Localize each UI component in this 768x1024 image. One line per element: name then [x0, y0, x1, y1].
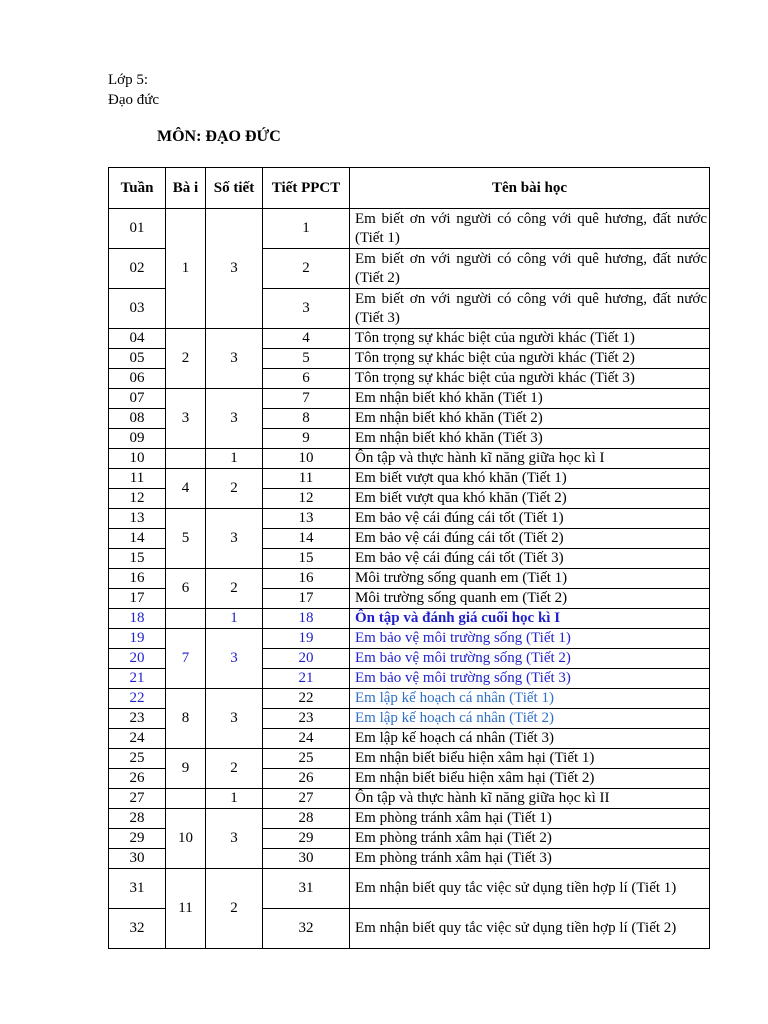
ppct-cell: 16 — [263, 569, 350, 589]
week-cell: 13 — [109, 509, 166, 529]
lesson-cell: 5 — [166, 509, 206, 569]
table-row — [109, 609, 710, 629]
periods-cell: 3 — [206, 209, 263, 329]
week-cell: 32 — [109, 909, 166, 949]
periods-cell: 3 — [206, 629, 263, 689]
week-cell: 16 — [109, 569, 166, 589]
lesson-name-cell: Em biết vượt qua khó khăn (Tiết 1) — [350, 469, 710, 489]
table-row — [109, 809, 710, 829]
lesson-name-cell: Em phòng tránh xâm hại (Tiết 2) — [350, 829, 710, 849]
ppct-cell: 3 — [263, 289, 350, 329]
lesson-name-cell: Em bảo vệ môi trường sống (Tiết 3) — [350, 669, 710, 689]
periods-cell: 2 — [206, 869, 263, 949]
table-row — [109, 389, 710, 409]
lesson-cell: 7 — [166, 629, 206, 689]
week-cell: 15 — [109, 549, 166, 569]
header-periods: Số tiết — [206, 168, 263, 209]
periods-cell: 3 — [206, 329, 263, 389]
week-cell: 09 — [109, 429, 166, 449]
lesson-name-cell: Em lập kế hoạch cá nhân (Tiết 3) — [350, 729, 710, 749]
ppct-cell: 19 — [263, 629, 350, 649]
ppct-cell: 28 — [263, 809, 350, 829]
ppct-cell: 32 — [263, 909, 350, 949]
week-cell: 08 — [109, 409, 166, 429]
header-lesson-name: Tên bài học — [350, 168, 710, 209]
ppct-cell: 17 — [263, 589, 350, 609]
subject-label: Đạo đức — [108, 92, 160, 108]
lesson-name-cell: Môi trường sống quanh em (Tiết 1) — [350, 569, 710, 589]
lesson-name-cell: Em lập kế hoạch cá nhân (Tiết 2) — [350, 709, 710, 729]
ppct-cell: 14 — [263, 529, 350, 549]
table-row — [109, 569, 710, 589]
ppct-cell: 20 — [263, 649, 350, 669]
lesson-name-cell: Em bảo vệ cái đúng cái tốt (Tiết 1) — [350, 509, 710, 529]
week-cell: 26 — [109, 769, 166, 789]
week-cell: 25 — [109, 749, 166, 769]
ppct-cell: 29 — [263, 829, 350, 849]
week-cell: 18 — [109, 609, 166, 629]
week-cell: 19 — [109, 629, 166, 649]
lesson-name-cell: Em biết ơn với người có công với quê hương, đất nước (Tiết 1) — [350, 209, 710, 249]
lesson-name-cell: Ôn tập và thực hành kĩ năng giữa học kì II — [350, 789, 710, 809]
ppct-cell: 6 — [263, 369, 350, 389]
week-cell: 05 — [109, 349, 166, 369]
periods-cell: 2 — [206, 569, 263, 609]
lesson-name-cell: Em lập kế hoạch cá nhân (Tiết 1) — [350, 689, 710, 709]
lesson-name-cell: Tôn trọng sự khác biệt của người khác (Tiết 1) — [350, 329, 710, 349]
week-cell: 01 — [109, 209, 166, 249]
week-cell: 12 — [109, 489, 166, 509]
table-row — [109, 789, 710, 809]
table-header-row — [109, 168, 710, 209]
lesson-name-cell: Tôn trọng sự khác biệt của người khác (Tiết 2) — [350, 349, 710, 369]
periods-cell: 3 — [206, 389, 263, 449]
ppct-cell: 15 — [263, 549, 350, 569]
lesson-cell: 1 — [166, 209, 206, 329]
ppct-cell: 7 — [263, 389, 350, 409]
lesson-name-cell: Em nhận biết biểu hiện xâm hại (Tiết 1) — [350, 749, 710, 769]
table-row — [109, 689, 710, 709]
lesson-name-cell: Ôn tập và thực hành kĩ năng giữa học kì I — [350, 449, 710, 469]
lesson-cell: 3 — [166, 389, 206, 449]
ppct-cell: 23 — [263, 709, 350, 729]
lesson-cell — [166, 449, 206, 469]
table-row — [109, 869, 710, 909]
lesson-cell: 10 — [166, 809, 206, 869]
table-row — [109, 509, 710, 529]
lesson-name-cell: Em biết ơn với người có công với quê hương, đất nước (Tiết 3) — [350, 289, 710, 329]
ppct-cell: 8 — [263, 409, 350, 429]
lesson-cell: 11 — [166, 869, 206, 949]
lesson-cell: 9 — [166, 749, 206, 789]
periods-cell: 3 — [206, 809, 263, 869]
week-cell: 27 — [109, 789, 166, 809]
periods-cell: 1 — [206, 609, 263, 629]
ppct-cell: 5 — [263, 349, 350, 369]
periods-cell: 3 — [206, 509, 263, 569]
week-cell: 03 — [109, 289, 166, 329]
ppct-cell: 30 — [263, 849, 350, 869]
header-week: Tuần — [109, 168, 166, 209]
table-row — [109, 749, 710, 769]
periods-cell: 1 — [206, 449, 263, 469]
periods-cell: 3 — [206, 689, 263, 749]
ppct-cell: 9 — [263, 429, 350, 449]
lesson-name-cell: Em phòng tránh xâm hại (Tiết 3) — [350, 849, 710, 869]
week-cell: 22 — [109, 689, 166, 709]
ppct-cell: 22 — [263, 689, 350, 709]
lesson-cell — [166, 609, 206, 629]
week-cell: 04 — [109, 329, 166, 349]
lesson-name-cell: Em nhận biết khó khăn (Tiết 2) — [350, 409, 710, 429]
lesson-name-cell: Ôn tập và đánh giá cuối học kì I — [350, 609, 710, 629]
week-cell: 06 — [109, 369, 166, 389]
ppct-cell: 21 — [263, 669, 350, 689]
week-cell: 31 — [109, 869, 166, 909]
lesson-cell: 2 — [166, 329, 206, 389]
ppct-cell: 18 — [263, 609, 350, 629]
ppct-cell: 26 — [263, 769, 350, 789]
week-cell: 17 — [109, 589, 166, 609]
table-row — [109, 469, 710, 489]
week-cell: 29 — [109, 829, 166, 849]
header-ppct: Tiết PPCT — [263, 168, 350, 209]
lesson-name-cell: Em biết ơn với người có công với quê hương, đất nước (Tiết 2) — [350, 249, 710, 289]
periods-cell: 2 — [206, 749, 263, 789]
ppct-cell: 1 — [263, 209, 350, 249]
lesson-name-cell: Em nhận biết quy tắc việc sử dụng tiền hợp lí (Tiết 2) — [350, 909, 710, 949]
lesson-name-cell: Em bảo vệ cái đúng cái tốt (Tiết 3) — [350, 549, 710, 569]
week-cell: 30 — [109, 849, 166, 869]
week-cell: 14 — [109, 529, 166, 549]
week-cell: 24 — [109, 729, 166, 749]
periods-cell: 1 — [206, 789, 263, 809]
lesson-cell: 8 — [166, 689, 206, 749]
table-row — [109, 209, 710, 249]
lesson-name-cell: Em nhận biết quy tắc việc sử dụng tiền hợp lí (Tiết 1) — [350, 869, 710, 909]
lesson-cell: 6 — [166, 569, 206, 609]
ppct-cell: 2 — [263, 249, 350, 289]
lesson-name-cell: Môi trường sống quanh em (Tiết 2) — [350, 589, 710, 609]
week-cell: 20 — [109, 649, 166, 669]
ppct-cell: 24 — [263, 729, 350, 749]
week-cell: 11 — [109, 469, 166, 489]
ppct-cell: 25 — [263, 749, 350, 769]
lesson-cell: 4 — [166, 469, 206, 509]
lesson-name-cell: Em nhận biết khó khăn (Tiết 1) — [350, 389, 710, 409]
header-lesson: Bà i — [166, 168, 206, 209]
lesson-name-cell: Em bảo vệ môi trường sống (Tiết 1) — [350, 629, 710, 649]
table-row — [109, 449, 710, 469]
week-cell: 07 — [109, 389, 166, 409]
ppct-cell: 13 — [263, 509, 350, 529]
page-title: MÔN: ĐẠO ĐỨC — [157, 128, 281, 145]
week-cell: 23 — [109, 709, 166, 729]
lesson-plan-table — [108, 167, 710, 949]
table-row — [109, 629, 710, 649]
periods-cell: 2 — [206, 469, 263, 509]
lesson-name-cell: Em nhận biết biểu hiện xâm hại (Tiết 2) — [350, 769, 710, 789]
ppct-cell: 27 — [263, 789, 350, 809]
lesson-name-cell: Em phòng tránh xâm hại (Tiết 1) — [350, 809, 710, 829]
ppct-cell: 31 — [263, 869, 350, 909]
ppct-cell: 11 — [263, 469, 350, 489]
ppct-cell: 10 — [263, 449, 350, 469]
week-cell: 02 — [109, 249, 166, 289]
table-row — [109, 329, 710, 349]
ppct-cell: 12 — [263, 489, 350, 509]
lesson-name-cell: Em bảo vệ cái đúng cái tốt (Tiết 2) — [350, 529, 710, 549]
week-cell: 21 — [109, 669, 166, 689]
lesson-name-cell: Tôn trọng sự khác biệt của người khác (Tiết 3) — [350, 369, 710, 389]
lesson-name-cell: Em biết vượt qua khó khăn (Tiết 2) — [350, 489, 710, 509]
ppct-cell: 4 — [263, 329, 350, 349]
lesson-name-cell: Em nhận biết khó khăn (Tiết 3) — [350, 429, 710, 449]
lesson-name-cell: Em bảo vệ môi trường sống (Tiết 2) — [350, 649, 710, 669]
week-cell: 28 — [109, 809, 166, 829]
class-label: Lớp 5: — [108, 72, 149, 88]
lesson-cell — [166, 789, 206, 809]
week-cell: 10 — [109, 449, 166, 469]
